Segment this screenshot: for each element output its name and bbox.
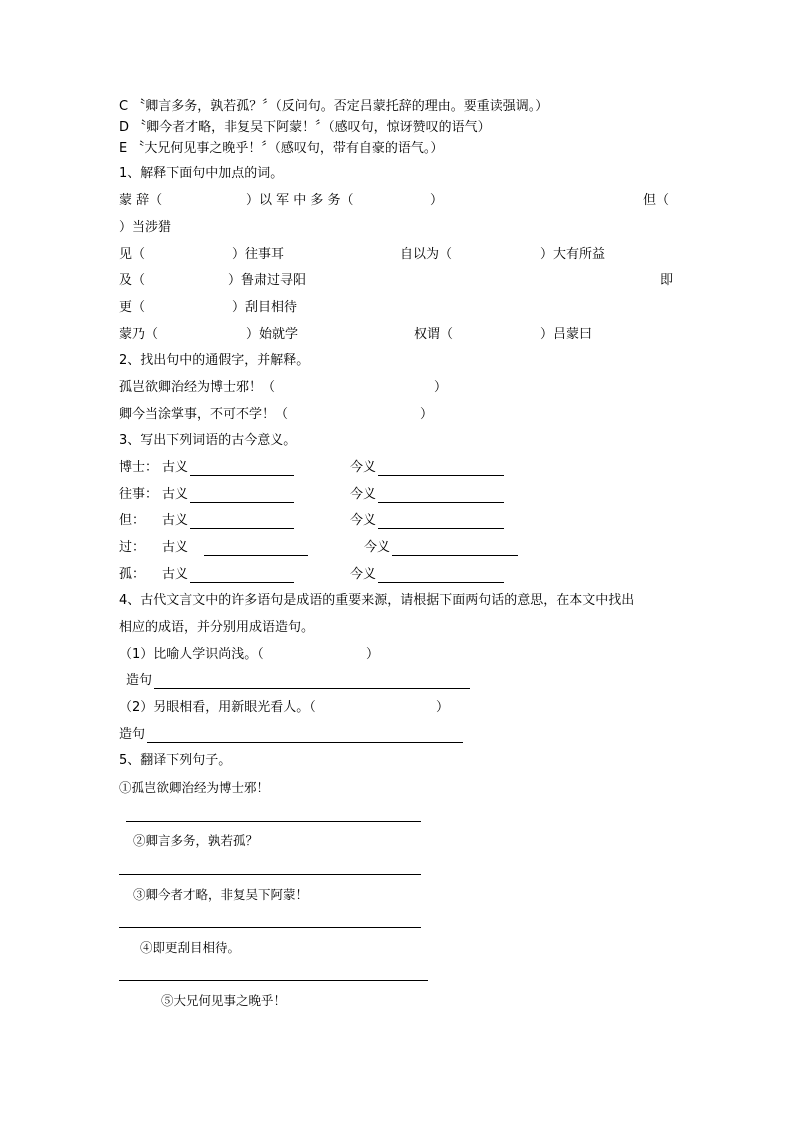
q3-gu-blank[interactable] xyxy=(190,582,294,583)
option-d: D 〝卿今者才略，非复吴下阿蒙！〞（感叹句，惊讶赞叹的语气） xyxy=(119,120,491,135)
q1-r3c: 即 xyxy=(660,273,674,288)
q4-sentence-blank[interactable] xyxy=(147,742,463,743)
q3-gu-label: 古义 xyxy=(162,567,189,582)
q1-r1d: 但（ xyxy=(643,193,670,208)
q1-r3d: 更（ xyxy=(119,300,146,315)
q1-r3e: ）刮目相待 xyxy=(232,300,298,315)
q3-word: 孤： xyxy=(119,567,146,582)
q5-sentence-1: ①孤岂欲卿治经为博士邪！ xyxy=(119,780,270,795)
q5-sentence-5: ⑤大兄何见事之晚乎！ xyxy=(161,993,287,1008)
q3-jin-blank[interactable] xyxy=(378,528,504,529)
q1-r3a: 及（ xyxy=(119,273,146,288)
q4-prompt-1-end: ） xyxy=(366,647,380,662)
q3-gu-blank[interactable] xyxy=(190,528,294,529)
option-e: E 〝大兄何见事之晚乎！〞（感叹句，带有自豪的语气。） xyxy=(119,141,444,156)
q5-sentence-4: ④即更刮目相待。 xyxy=(140,940,241,955)
q3-word: 往事： xyxy=(119,487,159,502)
q1-r4c: 权谓（ xyxy=(414,327,454,342)
q3-gu-label: 古义 xyxy=(162,487,189,502)
q1-r2c: 自以为（ xyxy=(400,247,453,262)
q3-jin-blank[interactable] xyxy=(378,475,504,476)
q2-title: 2、找出句中的通假字，并解释。 xyxy=(119,353,310,368)
q3-gu-blank[interactable] xyxy=(190,502,294,503)
q3-gu-label: 古义 xyxy=(162,540,189,555)
q3-jin-blank[interactable] xyxy=(378,582,504,583)
q4-title: 4、古代文言文中的许多语句是成语的重要来源，请根据下面两句话的意思，在本文中找出 xyxy=(119,593,635,608)
q5-sentence-2: ②卿言多务，孰若孤？ xyxy=(133,833,259,848)
q3-jin-label: 今义 xyxy=(350,567,377,582)
q5-answer-blank[interactable] xyxy=(119,927,421,928)
q4-title-cont: 相应的成语，并分别用成语造句。 xyxy=(119,620,315,635)
q5-sentence-3: ③卿今者才略，非复吴下阿蒙！ xyxy=(133,887,309,902)
q1-r2a: 见（ xyxy=(119,247,146,262)
q1-r1c: ） xyxy=(430,193,444,208)
q1-r4d: ）吕蒙曰 xyxy=(540,327,593,342)
q3-jin-label: 今义 xyxy=(350,513,377,528)
q5-answer-blank[interactable] xyxy=(119,980,428,981)
q1-r2d: ）大有所益 xyxy=(540,247,606,262)
q3-gu-label: 古义 xyxy=(162,513,189,528)
q2-sentence-1: 孤岂欲卿治经为博士邪！（ xyxy=(119,380,276,395)
q5-answer-blank[interactable] xyxy=(119,874,421,875)
q5-answer-blank[interactable] xyxy=(126,821,421,822)
q3-jin-label: 今义 xyxy=(350,487,377,502)
q1-r2b: ）往事耳 xyxy=(232,247,285,262)
q1-r3b: ）鲁肃过寻阳 xyxy=(228,273,307,288)
q4-prompt-2: （2）另眼相看，用新眼光看人。（ xyxy=(119,700,316,715)
q4-sentence-label: 造句 xyxy=(126,673,153,688)
q3-word: 博士： xyxy=(119,460,159,475)
q3-jin-blank[interactable] xyxy=(392,555,518,556)
q1-title: 1、解释下面句中加点的词。 xyxy=(119,166,284,181)
q3-title: 3、写出下列词语的古今意义。 xyxy=(119,433,297,448)
q3-jin-blank[interactable] xyxy=(378,502,504,503)
q3-word: 过： xyxy=(119,540,146,555)
q1-r4b: ）始就学 xyxy=(246,327,299,342)
q3-gu-label: 古义 xyxy=(162,460,189,475)
q4-prompt-2-end: ） xyxy=(436,700,450,715)
q4-sentence-label: 造句 xyxy=(119,727,146,742)
q4-prompt-1: （1）比喻人学识尚浅。（ xyxy=(119,647,264,662)
q2-sentence-1-end: ） xyxy=(434,380,448,395)
q3-jin-label: 今义 xyxy=(350,460,377,475)
q5-title: 5、翻译下列句子。 xyxy=(119,753,232,768)
q2-sentence-2: 卿今当涂掌事，不可不学！（ xyxy=(119,407,289,422)
option-c: C 〝卿言多务，孰若孤？〞（反问句。否定吕蒙托辞的理由。要重读强调。） xyxy=(119,99,549,114)
q3-jin-label: 今义 xyxy=(364,540,391,555)
q3-gu-blank[interactable] xyxy=(204,555,308,556)
q1-r1a: 蒙 辞（ xyxy=(119,193,163,208)
q1-r4a: 蒙乃（ xyxy=(119,327,159,342)
q3-gu-blank[interactable] xyxy=(190,475,294,476)
q4-sentence-blank[interactable] xyxy=(154,688,470,689)
q2-sentence-2-end: ） xyxy=(420,407,434,422)
q1-r1b: ）以 军 中 多 务（ xyxy=(246,193,354,208)
q3-word: 但： xyxy=(119,513,146,528)
q1-r1e: ）当涉猎 xyxy=(119,220,172,235)
